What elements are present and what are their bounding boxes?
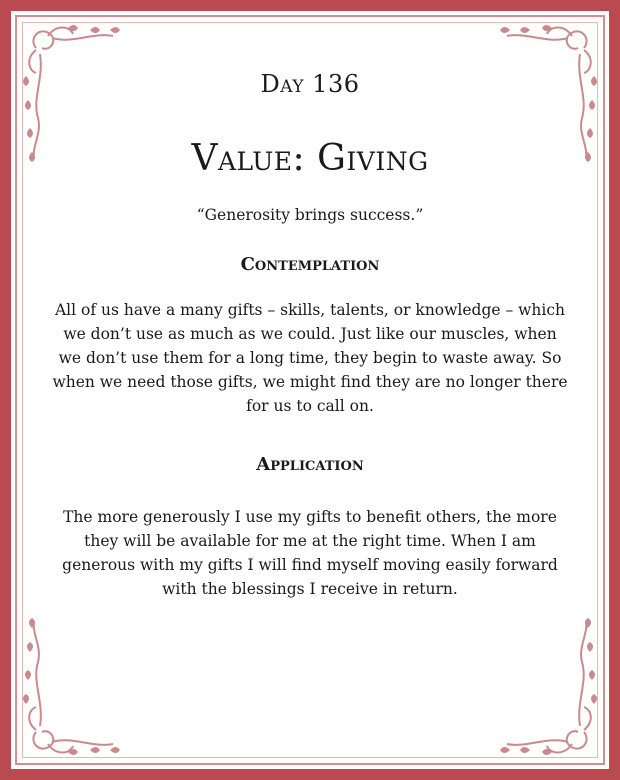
- contemplation-heading: Contemplation: [240, 254, 380, 275]
- quote: “Generosity brings success.”: [196, 206, 424, 224]
- corner-flourish-icon: [492, 612, 602, 762]
- contemplation-text: All of us have a many gifts – skills, talents, or knowledge – which we don’t use as much as we could. Just like our muscles, when we don’t use them for a long time, they begin to waste away. So when we need those gifts, we might find they are no longer there for us to call on.: [52, 301, 568, 415]
- day-label: Day 136: [260, 70, 360, 98]
- application-text: The more generously I use my gifts to benefit others, the more they will be available for me at the right time. When I am generous with my gifts I will find myself moving easily forward with the blessings I receive in return.: [62, 508, 558, 598]
- application-heading: Application: [256, 454, 364, 475]
- page-title: Value: Giving: [191, 138, 429, 179]
- corner-flourish-icon: [18, 612, 128, 762]
